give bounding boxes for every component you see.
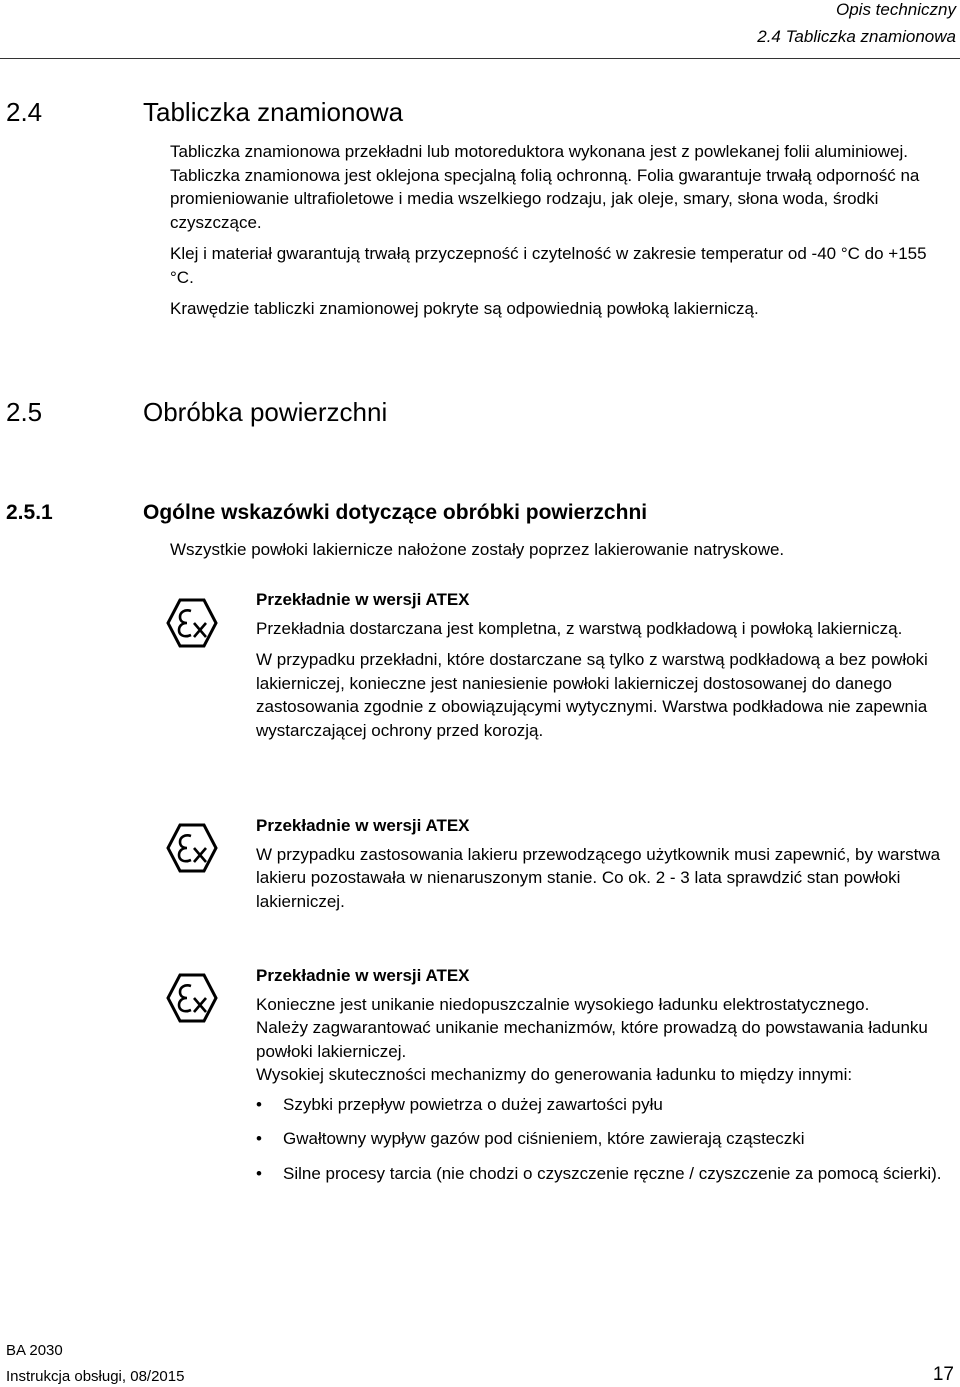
atex-block-1 [256, 588, 956, 750]
section-2-4-number: 2.4 [6, 97, 43, 127]
paragraph: Tabliczka znamionowa przekładni lub motoreduktora wykonana jest z powlekanej folii aluminiowej. Tabliczka znamionowa jest oklejona specjalną folią ochronną. Folia gwarantuje trwałą odporność na promieniowanie ultrafioletowe i media wszelkiego rodzaju, jak oleje, smary, słona woda, środki czyszczące. [170, 142, 920, 232]
atex-block-2 [256, 814, 956, 921]
footer-manual: Instrukcja obsługi, 08/2015 [6, 1368, 185, 1385]
text-line: Wysokiej skuteczności mechanizmy do generowania ładunku to między innymi: [256, 1065, 853, 1084]
paragraph: Przekładnia dostarczana jest kompletna, z warstwą podkładową i powłoką lakierniczą. [256, 618, 903, 638]
paragraph: W przypadku przekładni, które dostarczane są tylko z warstwą podkładową a bez powłoki lakierniczej, konieczne jest naniesienie powłoki lakierniczej dostosowanej do danego zastosowania zgodnie z obowiązującymi wytycznymi. Warstwa podkładowa nie zapewnia wystarczającej ochrony przed korozją. [256, 650, 928, 740]
ex-hexagon-icon [166, 972, 218, 1024]
section-2-4-body [170, 140, 950, 329]
ex-hexagon-icon [166, 822, 218, 874]
paragraph: W przypadku zastosowania lakieru przewodzącego użytkownik musi zapewnić, by warstwa lakieru pozostawała w nienaruszonym stanie. Co ok. 2 - 3 lata sprawdzić stan powłoki lakierniczej. [256, 844, 941, 911]
running-header [757, 0, 956, 49]
list-item-text: Szybki przepływ powietrza o dużej zawartości pyłu [283, 1094, 663, 1114]
bullet-icon: • [256, 1094, 262, 1114]
list-item [256, 1093, 956, 1117]
section-2-5-title: Obróbka powierzchni [143, 397, 388, 427]
atex-title: Przekładnie w wersji ATEX [256, 966, 470, 985]
bullet-list [256, 1093, 956, 1186]
footer-page-number: 17 [932, 1364, 954, 1385]
section-2-5-1-title: Ogólne wskazówki dotyczące obróbki powierzchni [143, 501, 648, 524]
list-item [256, 1162, 956, 1186]
list-item-text: Gwałtowny wypływ gazów pod ciśnieniem, które zawierają cząsteczki [283, 1129, 805, 1148]
header-divider [0, 58, 960, 59]
atex-block-3 [256, 964, 956, 1196]
ex-hexagon-icon [166, 597, 218, 649]
list-item [256, 1127, 956, 1151]
footer-doc-id: BA 2030 [6, 1342, 63, 1359]
paragraph: Krawędzie tabliczki znamionowej pokryte są odpowiednią powłoką lakierniczą. [170, 299, 759, 318]
atex-title: Przekładnie w wersji ATEX [256, 816, 470, 835]
header-section: 2.4 Tabliczka znamionowa [757, 27, 956, 46]
bullet-icon: • [256, 1163, 262, 1183]
paragraph: Klej i materiał gwarantują trwałą przyczepność i czytelność w zakresie temperatur od -40 °C do +155 °C. [170, 244, 927, 287]
text-line: Konieczne jest unikanie niedopuszczalnie wysokiego ładunku elektrostatycznego. [256, 994, 870, 1014]
text-line: Należy zagwarantować unikanie mechanizmów, które prowadzą do powstawania ładunku powłoki lakierniczej. [256, 1018, 928, 1061]
bullet-icon: • [256, 1129, 262, 1148]
section-2-5-number: 2.5 [6, 397, 43, 427]
header-chapter: Opis techniczny [836, 0, 956, 19]
section-2-5-1-intro: Wszystkie powłoki lakiernicze nałożone zostały poprzez lakierowanie natryskowe. [170, 540, 785, 559]
atex-title: Przekładnie w wersji ATEX [256, 590, 470, 609]
list-item-text: Silne procesy tarcia (nie chodzi o czyszczenie ręczne / czyszczenie za pomocą ścierki). [283, 1163, 942, 1183]
section-2-4-title: Tabliczka znamionowa [143, 97, 404, 127]
section-2-5-1-number: 2.5.1 [6, 501, 53, 524]
